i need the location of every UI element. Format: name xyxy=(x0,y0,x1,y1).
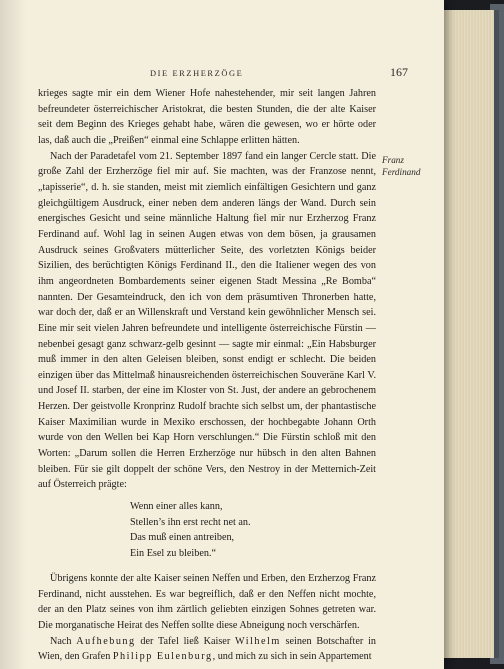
verse-line: Das muß einen antreiben, xyxy=(130,532,235,544)
margin-note xyxy=(382,154,436,178)
spaced-text: Wilhelm xyxy=(235,635,281,647)
text-run: der Tafel ließ Kaiser xyxy=(135,635,235,647)
body-text xyxy=(38,86,376,665)
verse-line: Stellen’s ihn erst recht net an. xyxy=(130,516,251,528)
paragraph: Übrigens konnte der alte Kaiser seinen Neffen und Erben, den Erzherzog Franz Ferdinand, nicht ausstehen. Es war begreiflich, daß er den Neffen nicht mochte, der an den Platz seines von ihm zärtlich geliebten einzigen Sohnes getreten war. Die morganatische Heirat des Neffen sollte diese Abneigung noch verschärfen. xyxy=(38,573,376,632)
paragraph: krieges sagte mir ein dem Wiener Hofe nahestehender, mir seit langen Jahren befreundeter österreichischer Aristokrat, die besten Stunden, die der alte Kaiser seit dem Beginn des Krieges gehabt habe, wären die gewesen, wo er hörte oder las, daß auch die „Preißen“ einmal eine Schlappe erlitten hätten. xyxy=(38,88,376,146)
paragraph: Nach der Paradetafel vom 21. September 1897 fand ein langer Cercle statt. Die große Zahl der Erzherzöge fiel mir auf. Sie machten, was der Franzose nennt, „tapisserie“, d. h. sie standen, meist mit ziemlich einfältigen Gesichtern und ganz gleichgültigem Ausdruck, einer neben dem anderen längs der Wand. Durch sein energisches Gesicht und seine männliche Haltung fiel mir nur Erzherzog Franz Ferdinand auf. Wohl lag in seinen Augen etwas von dem bösen, ja grausamen Ausdruck seines Großvaters mütterlicher Seite, des vorletzten Königs beider Sizilien, des berüchtigten Königs Ferdinand II., den die Italiener wegen des von ihm angeordneten Bombardements seiner eigenen Stadt Messina „Re Bomba“ nannten. Der Gesamteindruck, den ich von dem präsumtiven Thronerben hatte, war doch der, daß er an Willenskraft und Verstand kein gewöhnlicher Mensch sei. Eine mir seit vielen Jahren befreundete und intelligente österreichische Fürstin — nebenbei gesagt ganz schwarz-gelb gesinnt — sagte mir einmal: „Ein Habsburger muß immer in den alten Geleisen bleiben, sonst endigt er schlecht. Die beiden einzigen über das Mittelmaß hinausreichenden österreichischen Souveräne Karl V. und Josef II. starben, der eine im Kloster von St. Just, der andere an gebrochenem Herzen. Der geistvolle Kronprinz Rudolf brachte sich selbst um, der phantastische Kaiser Maximilian wurde in Mexiko erschossen, der hochbegabte Johann Orth wurde von den Wellen bei Kap Horn verschlungen.“ Die Fürstin schloß mit den Worten: „Darum sollen die Herren Erzherzöge nur hübsch in den alten Bahnen bleiben. Für sie gilt doppelt der schöne Vers, den Nestroy in der Metternich-Zeit auf Österreich prägte: xyxy=(38,150,376,491)
margin-note-line: Ferdinand xyxy=(382,167,421,177)
spaced-text: Philipp Eulenburg xyxy=(112,651,213,663)
verse-line: Ein Esel zu bleiben.“ xyxy=(130,547,216,559)
text-run: , und mich zu sich in sein Appartement xyxy=(212,651,372,663)
verse-line: Wenn einer alles kann, xyxy=(130,501,223,513)
margin-note-line: Franz xyxy=(382,155,404,165)
gutter-shadow xyxy=(0,0,26,669)
page-number: 167 xyxy=(390,65,408,79)
text-run: seinen Botschafter in Wien, den Grafen xyxy=(38,635,376,663)
text-run: Nach xyxy=(50,635,77,647)
spaced-text: Aufhebung xyxy=(76,635,136,647)
paragraph xyxy=(38,634,376,665)
verse-quote xyxy=(130,499,376,561)
running-head-title: DIE ERZHERZÖGE xyxy=(150,69,244,78)
